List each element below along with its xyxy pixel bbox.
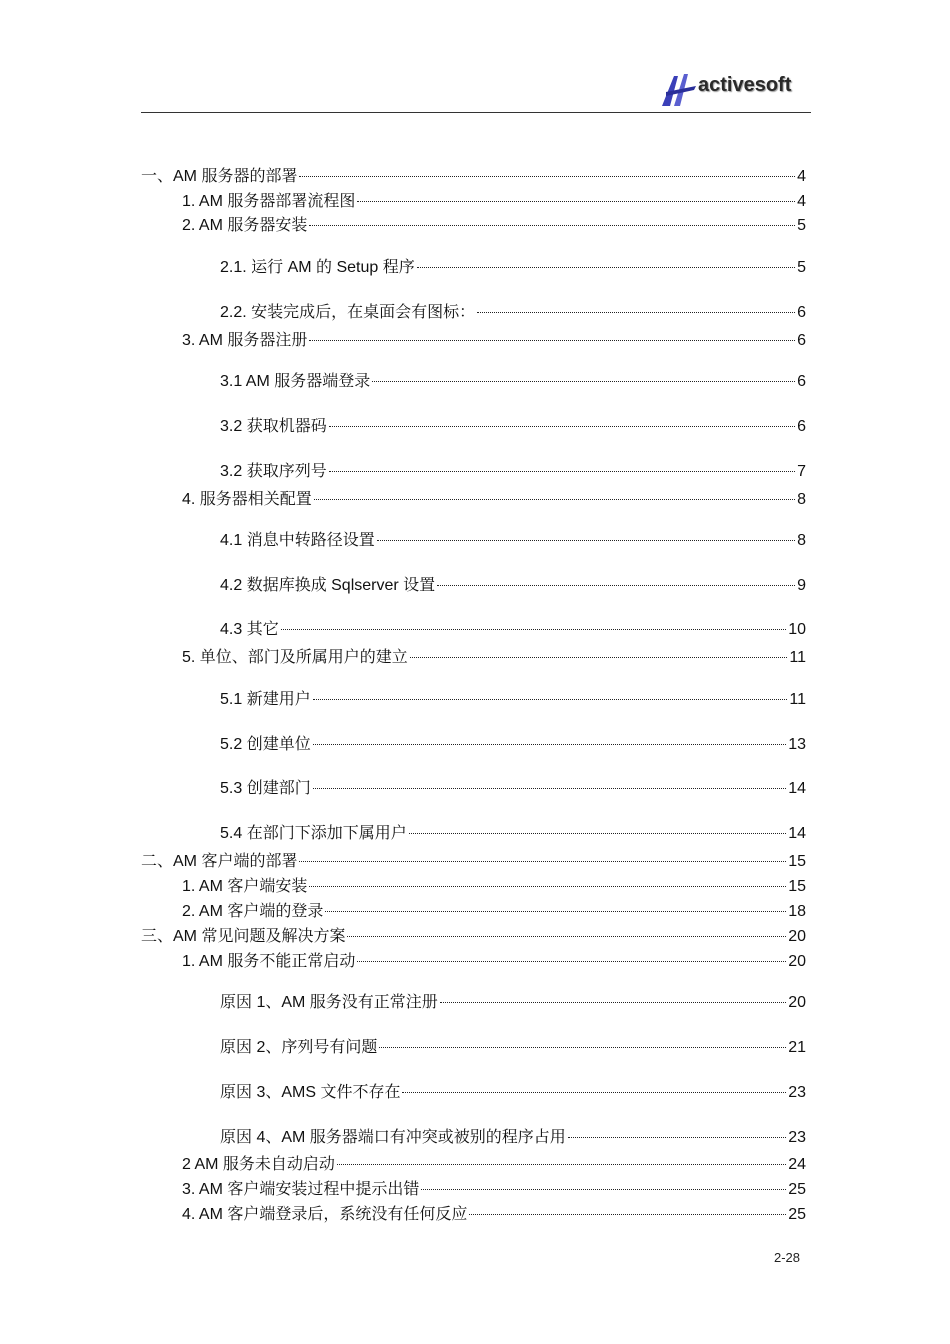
toc-entry[interactable]: 5. 单位、部门及所属用户的建立 11 [182,649,806,666]
toc-entry[interactable]: 4.2 数据库换成 Sqlserver 设置 9 [220,577,806,594]
toc-entry[interactable]: 5.2 创建单位 13 [220,736,806,753]
toc-entry[interactable]: 4.3 其它 10 [220,621,806,638]
toc-entry[interactable]: 3. AM 客户端安装过程中提示出错 25 [182,1181,806,1198]
toc-entry[interactable]: 5.3 创建部门 14 [220,780,806,797]
toc-entry[interactable]: 4. 服务器相关配置 8 [182,491,806,508]
toc-entry[interactable]: 三、AM 常见问题及解决方案 20 [141,928,806,945]
activesoft-logo [660,70,815,110]
logo-text: activesoft [698,74,792,96]
header-rule [141,112,811,113]
toc-entry[interactable]: 5.1 新建用户 11 [220,691,806,708]
toc-entry[interactable]: 1. AM 服务器部署流程图 4 [182,193,806,210]
activesoft-logo-icon [660,72,700,108]
toc-entry[interactable]: 4.1 消息中转路径设置 8 [220,532,806,549]
toc-entry[interactable]: 4. AM 客户端登录后，系统没有任何反应 25 [182,1206,806,1223]
toc-entry[interactable]: 5.4 在部门下添加下属用户 14 [220,825,806,842]
toc-entry[interactable]: 2. AM 客户端的登录 18 [182,903,806,920]
toc-entry[interactable]: 原因 2、序列号有问题 21 [220,1039,806,1056]
toc-entry[interactable]: 原因 3、AMS 文件不存在 23 [220,1084,806,1101]
page-number: 2-28 [774,1250,801,1265]
toc-entry[interactable]: 2. AM 服务器安装 5 [182,217,806,234]
toc-entry[interactable]: 2.2. 安装完成后，在桌面会有图标： 6 [220,304,806,321]
toc-entry[interactable]: 3. AM 服务器注册 6 [182,332,806,349]
toc-entry[interactable]: 1. AM 服务不能正常启动 20 [182,953,806,970]
toc-entry[interactable]: 3.2 获取机器码 6 [220,418,806,435]
toc-entry[interactable]: 3.1 AM 服务器端登录 6 [220,373,806,390]
toc-entry[interactable]: 原因 4、AM 服务器端口有冲突或被别的程序占用 23 [220,1129,806,1146]
toc-entry[interactable]: 一、AM 服务器的部署 4 [141,168,806,185]
toc-entry[interactable]: 2 AM 服务未自动启动 24 [182,1156,806,1173]
toc-entry[interactable]: 1. AM 客户端安装 15 [182,878,806,895]
toc-entry[interactable]: 2.1. 运行 AM 的 Setup 程序 5 [220,259,806,276]
toc-entry[interactable]: 原因 1、AM 服务没有正常注册 20 [220,994,806,1011]
toc-entry[interactable]: 3.2 获取序列号 7 [220,463,806,480]
toc-entry[interactable]: 二、AM 客户端的部署 15 [141,853,806,870]
